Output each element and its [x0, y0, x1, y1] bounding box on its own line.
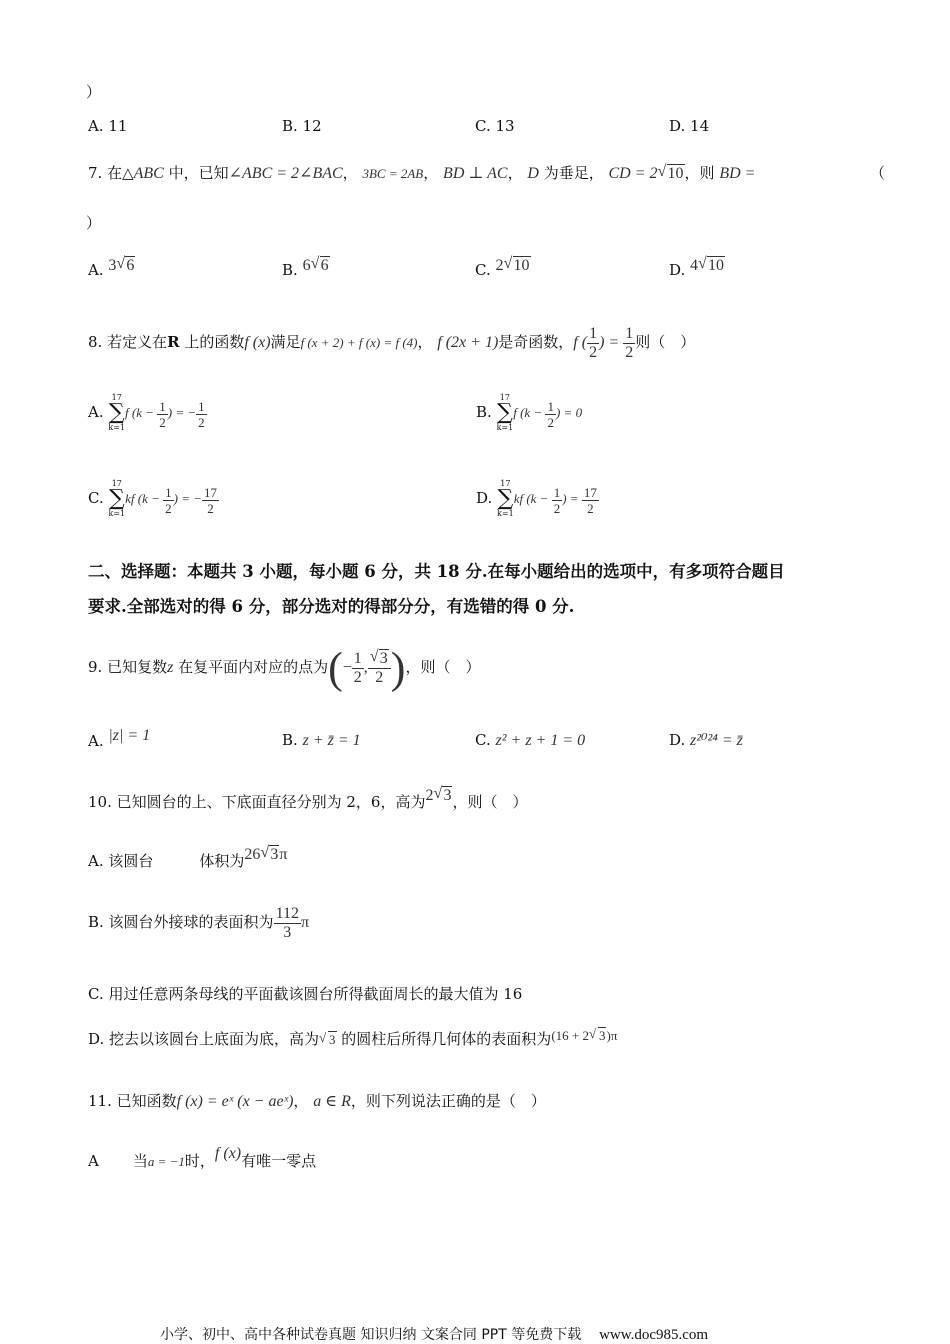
q8-R: R	[167, 333, 180, 351]
q6-option-a: A. 11	[88, 117, 128, 135]
q7-prefix: 7. 在△	[88, 164, 134, 182]
q7-sep3: ，	[507, 164, 523, 182]
q7-option-b: B. 6√ 6	[282, 256, 330, 275]
q9-option-a: A. |z| = 1	[88, 727, 151, 750]
q7-sep1: ，	[342, 164, 358, 182]
q10-option-b: B. 该圆台外接球的表面积为 $\frac{112}{3}$ π	[88, 904, 310, 941]
footer-text: 小学、初中、高中各种试卷真题 知识归纳 文案合同 PPT 等免费下载	[160, 1327, 582, 1343]
q7-bd: BD =	[719, 165, 756, 182]
q7-sep2: ，	[423, 164, 439, 182]
q8-stem: 8. 若定义在R 上的函数f (x)满足f (x + 2) + f (x) = f (4)， f (2x + 1)是奇函数，f ( $\frac{1}{2}$ ) = $\frac{1}{2}$ 则（ ）	[88, 324, 696, 361]
q9-option-b: B. z + z̄ = 1	[282, 731, 361, 749]
q8-option-c: C. 17 ∑ k=1 kf (k − $\frac{1}{2}$ ) = − $\frac{17}{2}$	[88, 479, 218, 518]
q7-mid: 中，已知	[163, 164, 229, 182]
q9-option-c: C. z² + z + 1 = 0	[475, 731, 586, 749]
q7-then: ，则	[684, 164, 715, 182]
q8-option-b: B. 17 ∑ k=1 f (k − $\frac{1}{2}$ ) = 0	[476, 393, 583, 432]
q7-paren-close: ）	[86, 214, 102, 232]
q11-stem: 11. 已知函数f (x) = eˣ (x − aeˣ)， a ∈ R，则下列说法正确的是（ ）	[88, 1092, 546, 1110]
q10-option-a: A. 该圆台 体积为26√ 3π	[88, 852, 287, 871]
q11-option-a: A 当a = −1时，f (x)有唯一零点	[88, 1145, 317, 1170]
q7-stem	[88, 164, 755, 183]
q7-option-a: A. 3√ 6	[88, 256, 135, 275]
q7-paren-open: （	[870, 164, 886, 182]
q7-cond-perp: BD ⊥ AC	[443, 165, 508, 182]
q8-fx: f (x)	[244, 334, 271, 351]
section2-line2: 要求.全部选对的得 6 分，部分选对的得部分分，有选错的得 0 分.	[88, 597, 575, 616]
q6-paren-close: ）	[86, 83, 102, 101]
section2-line1: 二、选择题：本题共 3 小题，每小题 6 分，共 18 分.在每小题给出的选项中，有多项符合题目	[88, 562, 785, 581]
q10-height: 2√ 3	[425, 787, 452, 804]
q7-abc: ABC	[133, 165, 164, 182]
q7-option-c: C. 2√ 10	[475, 256, 531, 275]
q8-option-d: D. 17 ∑ k=1 kf (k − $\frac{1}{2}$ ) = $\frac{17}{2}$	[476, 479, 597, 518]
q10-option-d: D. 挖去以该圆台上底面为底，高为√ 3 的圆柱后所得几何体的表面积为(16 + 2√ 3)π	[88, 1030, 617, 1049]
q9-point: (− $\frac{1}{2}$ , √ $\frac{3}{2}$ )	[328, 659, 405, 676]
q7-cd: CD = 2√ 10	[609, 165, 685, 182]
q8-functional-eq: f (x + 2) + f (x) = f (4)	[300, 335, 418, 350]
q6-option-c: C. 13	[475, 117, 515, 135]
q8-f-half: f ( $\frac{1}{2}$ ) = $\frac{1}{2}$	[573, 324, 634, 361]
q11-aR: a ∈ R	[313, 1093, 351, 1110]
q8-option-a: A. 17 ∑ k=1 f (k − $\frac{1}{2}$ ) = − $\frac{1}{2}$	[88, 393, 205, 432]
q7-foot: 为垂足，	[538, 164, 604, 182]
q9-z: z	[167, 659, 174, 676]
footer-site-link[interactable]: www.doc985.com	[599, 1327, 709, 1343]
q7-cond-ratio: 3BC = 2AB	[362, 166, 424, 181]
page-footer	[160, 1324, 708, 1344]
q10-stem: 10. 已知圆台的上、下底面直径分别为 2，6，高为2√ 3，则（ ）	[88, 793, 528, 812]
q8-f2x: f (2x + 1)	[437, 334, 499, 351]
q6-option-d: D. 14	[669, 117, 710, 135]
q7-cond-angle: ∠ABC = 2∠BAC	[228, 165, 343, 182]
q9-option-d: D. z²⁰²⁴ = z̄	[669, 731, 743, 749]
q9-stem: 9. 已知复数z 在复平面内对应的点为(− $\frac{1}{2}$ , √ $\frac{3}{2}$ )，则（ ）	[88, 642, 480, 693]
q7-d: D	[527, 165, 539, 182]
q6-option-b: B. 12	[282, 117, 322, 135]
q7-option-d: D. 4√ 10	[669, 256, 725, 275]
q11-fdef: f (x) = eˣ (x − aeˣ)	[176, 1093, 294, 1110]
q10-option-c: C. 用过任意两条母线的平面截该圆台所得截面周长的最大值为 16	[88, 985, 523, 1003]
